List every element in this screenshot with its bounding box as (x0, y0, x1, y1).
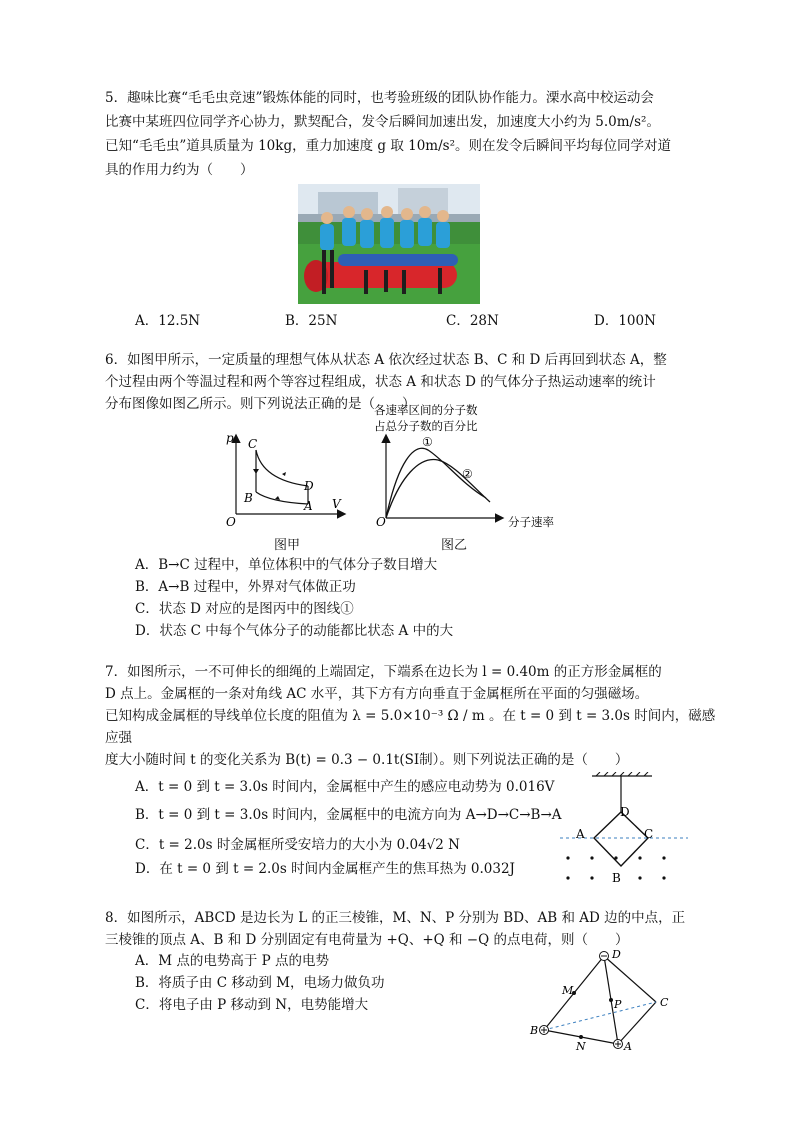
q6-option-b: B．A→B 过程中，外界对气体做正功 (135, 579, 356, 595)
q7-line-5: 度大小随时间 t 的变化关系为 B(t) = 0.3 − 0.1t(SI制）。则下列说法正确的是（ ） (105, 752, 629, 768)
frame-point-c: C (644, 827, 654, 841)
xlabel: 分子速率 (508, 515, 554, 529)
q8-option-a: A．M 点的电势高于 P 点的电势 (135, 953, 330, 969)
q7-option-d: D．在 t = 0 到 t = 2.0s 时间内金属框产生的焦耳热为 0.032J (135, 861, 515, 877)
q7-option-a: A．t = 0 到 t = 3.0s 时间内，金属框中产生的感应电动势为 0.016V (135, 779, 555, 795)
frame-point-d: D (620, 805, 630, 819)
q5-option-c: C．28N (446, 313, 499, 329)
q5-option-b: B．25N (285, 313, 338, 329)
frame-point-b: B (612, 871, 621, 885)
q5-option-d: D．100N (594, 313, 656, 329)
q8-line-2: 三棱锥的顶点 A、B 和 D 分别固定有电荷量为 +Q、+Q 和 −Q 的点电荷，则（ ） (105, 932, 629, 948)
curve-2-label: ② (462, 467, 473, 481)
q6-option-d: D．状态 C 中每个气体分子的动能都比状态 A 中的大 (135, 623, 454, 639)
pv-p-label: p (226, 431, 234, 445)
q7-line-1: 7．如图所示，一不可伸长的细绳的上端固定，下端系在边长为 l = 0.40m 的正方形金属框的 (105, 664, 662, 680)
pv-origin-label: O (226, 515, 236, 529)
caterpillar-race-photo (298, 184, 480, 304)
q6-option-c: C．状态 D 对应的是图丙中的图线① (135, 601, 354, 617)
pv-point-c: C (248, 437, 258, 451)
q8-option-c: C．将电子由 P 移动到 N，电势能增大 (135, 997, 369, 1013)
q5-line-4: 具的作用力约为（ ） (105, 162, 254, 178)
graph-origin-label: O (376, 515, 386, 529)
q6-line-2: 个过程由两个等温过程和两个等容过程组成，状态 A 和状态 D 的气体分子热运动速率的统计 (105, 374, 656, 390)
pv-point-a: A (304, 499, 313, 513)
q8-line-1: 8．如图所示，ABCD 是边长为 L 的正三棱锥，M、N、P 分别为 BD、AB 和 AD 边的中点，正 (105, 910, 686, 926)
pv-point-d: D (304, 479, 314, 493)
q7-line-2: D 点上。金属框的一条对角线 AC 水平，其下方有方向垂直于金属框所在平面的匀强磁场。 (105, 686, 649, 702)
tetrahedron-figure (526, 944, 676, 1056)
pv-diagram (222, 430, 352, 530)
square-frame-figure (560, 772, 690, 888)
tetra-point-b: B (530, 1024, 539, 1037)
q7-option-c: C．t = 2.0s 时金属框所受安培力的大小为 0.04√2 N (135, 837, 460, 853)
curve-1-label: ① (422, 435, 433, 449)
q8-option-b: B．将质子由 C 移动到 M，电场力做负功 (135, 975, 385, 991)
q7-option-b: B．t = 0 到 t = 3.0s 时间内，金属框中的电流方向为 A→D→C→B→A (135, 807, 562, 823)
ylabel-line-1: 各速率区间的分子数 (374, 403, 478, 417)
q5-line-2: 比赛中某班四位同学齐心协力，默契配合，发令后瞬间加速出发，加速度大小约为 5.0m/s²。 (105, 114, 660, 130)
pv-v-label: V (332, 497, 341, 511)
ylabel-line-2: 占总分子数的百分比 (374, 419, 478, 433)
q6-line-1: 6．如图甲所示，一定质量的理想气体从状态 A 依次经过状态 B、C 和 D 后再回到状态 A，整 (105, 352, 667, 368)
speed-distribution-graph (372, 402, 572, 530)
tetra-point-n: N (576, 1040, 586, 1053)
tetra-point-c: C (660, 996, 669, 1009)
q5-line-1: 5．趣味比赛“毛毛虫竞速”锻炼体能的同时，也考验班级的团队协作能力。溧水高中校运动会 (105, 90, 654, 106)
fig-jia-caption: 图甲 (274, 538, 301, 553)
pv-point-b: B (244, 491, 253, 505)
tetra-point-m: M (562, 984, 574, 997)
fig-yi-caption: 图乙 (441, 538, 468, 553)
q5-line-3: 已知“毛毛虫”道具质量为 10kg，重力加速度 g 取 10m/s²。则在发令后瞬间平均每位同学对道 (105, 138, 671, 154)
q7-line-3: 已知构成金属框的导线单位长度的阻值为 λ = 5.0×10⁻³ Ω / m 。在 t = 0 到 t = 3.0s 时间内，磁感 (105, 708, 716, 724)
q6-option-a: A．B→C 过程中，单位体积中的气体分子数目增大 (135, 557, 438, 573)
tetra-point-p: P (614, 998, 622, 1011)
tetra-point-a: A (624, 1040, 632, 1053)
q6-line-3: 分布图像如图乙所示。则下列说法正确的是（ ） (105, 396, 416, 412)
tetra-point-d: D (612, 948, 621, 961)
frame-point-a: A (576, 827, 585, 841)
q7-line-4: 应强 (105, 730, 132, 746)
q5-option-a: A．12.5N (135, 313, 201, 329)
